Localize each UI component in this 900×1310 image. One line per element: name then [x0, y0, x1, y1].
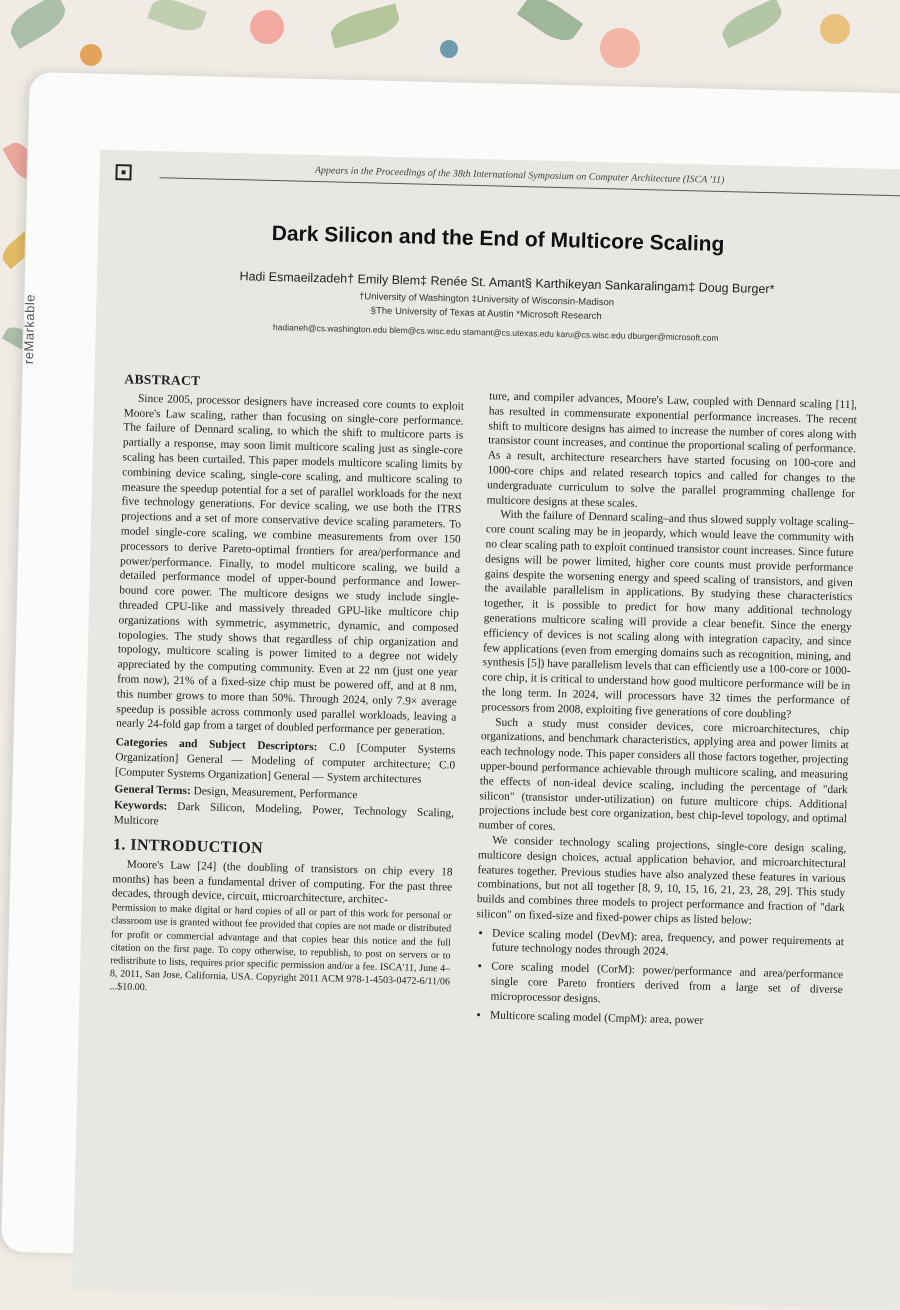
list-item: • Multicore scaling model (CmpM): area, power — [490, 1008, 842, 1031]
author-emails: hadianeh@cs.washington.edu blem@cs.wisc.edu stamant@cs.utexas.edu karu@cs.wisc.edu dburger@microsoft.com — [272, 322, 719, 343]
fabric-flower — [250, 10, 284, 44]
right-paragraph-3: Such a study must consider devices, core microarchitectures, chip organizations, and benchmark characteristics, applying area and power limits at each technology node. This paper considers all those factors together, projecting upper-bound performance achievable through multicore scaling, and measuring the effects of non-ideal device scaling, including the percentage of "dark silicon" (transistor under-utilization) on future multicore chips. Additional projections include best core organization, best chip-level topology, and optimal number of cores. — [478, 716, 850, 834]
introduction-heading: 1. INTRODUCTION — [112, 836, 264, 857]
keywords-label: Keywords: — [113, 799, 168, 813]
fabric-leaf — [147, 0, 207, 36]
fabric-flower — [600, 28, 640, 68]
affiliation-line-1: †University of Washington ‡University of Wisconsin-Madison — [358, 291, 615, 309]
categories-text: C.0 [Computer Systems Organization] General — Modeling of computer architecture; C.0 [Computer Systems Organization] General — System architectures — [114, 741, 456, 786]
right-paragraph-1: ture, and compiler advances, Moore's Law, coupled with Dennard scaling [11], has resulted in commensurate exponential performance increases. The recent shift to multicore designs has aimed to increase the number of cores along with transistor count increases, and continue the proportional scaling of performance. As a result, architecture researchers have started focusing on 100-core and 1000-core chips and related research topics and called for changes to the undergraduate curriculum to solve the parallel programming challenge for multicore designs at these scales. — [486, 390, 858, 510]
abstract-heading: ABSTRACT — [124, 371, 201, 389]
fabric-flower — [80, 44, 102, 66]
paper-title: Dark Silicon and the End of Multicore Scaling — [271, 221, 725, 257]
list-item: • Core scaling model (CorM): power/performance and area/performance single core Pareto frontiers derived from a large set of diverse microprocessor designs. — [490, 960, 843, 1013]
model-list — [474, 926, 844, 1032]
fabric-flower — [440, 40, 458, 58]
right-column — [474, 389, 857, 1035]
categories-paragraph — [115, 735, 456, 788]
terms-text: Design, Measurement, Performance — [193, 784, 358, 801]
fabric-leaf — [718, 0, 787, 48]
keywords-text: Dark Silicon, Modeling, Power, Technology Scaling, Multicore — [113, 801, 455, 828]
affiliation-line-2: §The University of Texas at Austin *Microsoft Research — [370, 305, 602, 323]
fabric-leaf — [328, 3, 403, 48]
fabric-leaf — [517, 0, 583, 48]
left-column — [110, 372, 465, 1002]
right-paragraph-4: We consider technology scaling projections, single-core design scaling, multicore design choices, actual application behavior, and microarchitectural features together. Previous studies have also analyzed these features in various combinations, but not all together [8, 9, 10, 15, 16, 21, 23, 28, 29]. This study builds and combines three models to project performance and fraction of "dark silicon" on fixed-size and fixed-power chips as listed below: — [476, 834, 847, 927]
author-list: Hadi Esmaeilzadeh† Emily Blem‡ Renée St. Amant§ Karthikeyan Sankaralingam‡ Doug Burger* — [239, 269, 775, 297]
fabric-leaf — [5, 0, 72, 49]
e-ink-screen — [72, 150, 900, 1310]
terms-label: General Terms: — [114, 782, 191, 797]
proceedings-header: Appears in the Proceedings of the 38th International Symposium on Computer Architecture (ISCA '11) — [314, 164, 725, 186]
brand-label: reMarkable — [20, 293, 38, 365]
fabric-flower — [820, 14, 850, 44]
right-paragraph-2: With the failure of Dennard scaling–and thus slowed supply voltage scaling–core count scaling may be in jeopardy, which would leave the community with no clear scaling path to exploit continued transistor count increases. Since future designs will be power limited, higher core counts must provide performance gains despite the worsening energy and speed scaling of transistors, and given the available parallelism in applications. By studying these characteristics together, it is possible to predict for how many additional technology generations multicore scaling will provide a clear benefit. Since the energy efficiency of devices is not scaling along with integration capacity, and since few applications (even from emerging domains such as recognition, mining, and synthesis [5]) have parallelism levels that can efficiently use a 100-core or 1000-core chip, it is critical to understand how good multicore performance will be in the long term. In 2024, will processors have 32 times the performance of processors from 2008, exploiting five generations of core doubling? — [481, 508, 855, 721]
abstract-text: Since 2005, processor designers have increased core counts to exploit Moore's Law scaling, rather than focusing on single-core performance. The failure of Dennard scaling, to which the shift to multicore parts is partially a response, may soon limit multicore scaling just as single-core scaling has been curtailed. This paper models multicore scaling limits by combining device scaling, single-core scaling, and multicore scaling to measure the speedup potential for a set of parallel workloads for the next five technology generations. For device scaling, we use both the ITRS projections and a set of more conservative device scaling parameters. To model single-core scaling, we combine measurements from over 150 processors to derive Pareto-optimal frontiers for area/performance and power/performance. Finally, to model multicore scaling, we build a detailed performance model of upper-bound performance and lower-bound core power. The multicore designs we study include single-threaded CPU-like and massively threaded GPU-like multicore chip organizations with symmetric, asymmetric, dynamic, and composed topologies. The study shows that regardless of chip organization and topology, multicore scaling is power limited to a degree not widely appreciated by the computing community. Even at 22 nm (just one year from now), 21% of a fixed-size chip must be powered off, and at 8 nm, this number grows to more than 50%. Through 2024, only 7.9× average speedup is possible across commonly used parallel workloads, leaving a nearly 24-fold gap from a target of doubled performance per generation. — [115, 392, 465, 738]
keywords-paragraph — [114, 799, 455, 837]
remarkable-tablet — [1, 72, 900, 1274]
copyright-footnote: Permission to make digital or hard copies of all or part of this work for personal or classroom use is granted without fee provided that copies are not made or distributed for profit or commercial advantage and that copies bear this notice and the full citation on the first page. To copy otherwise, to republish, to post on servers or to redistribute to lists, requires prior specific permission and/or a fee. ISCA'11, June 4–8, 2011, San Jose, California, USA. Copyright 2011 ACM 978-1-4503-0472-6/11/06 ...$10.00. — [109, 902, 452, 994]
categories-label: Categories and Subject Descriptors: — [115, 736, 318, 754]
list-item: • Device scaling model (DevM): area, frequency, and power requirements at future technology nodes through 2024. — [492, 926, 845, 964]
introduction-paragraph: Moore's Law [24] (the doubling of transistors on chip every 18 months) has been a fundamental driver of computing. For the past three decades, through device, circuit, microarchitecture, architec- — [111, 858, 453, 907]
